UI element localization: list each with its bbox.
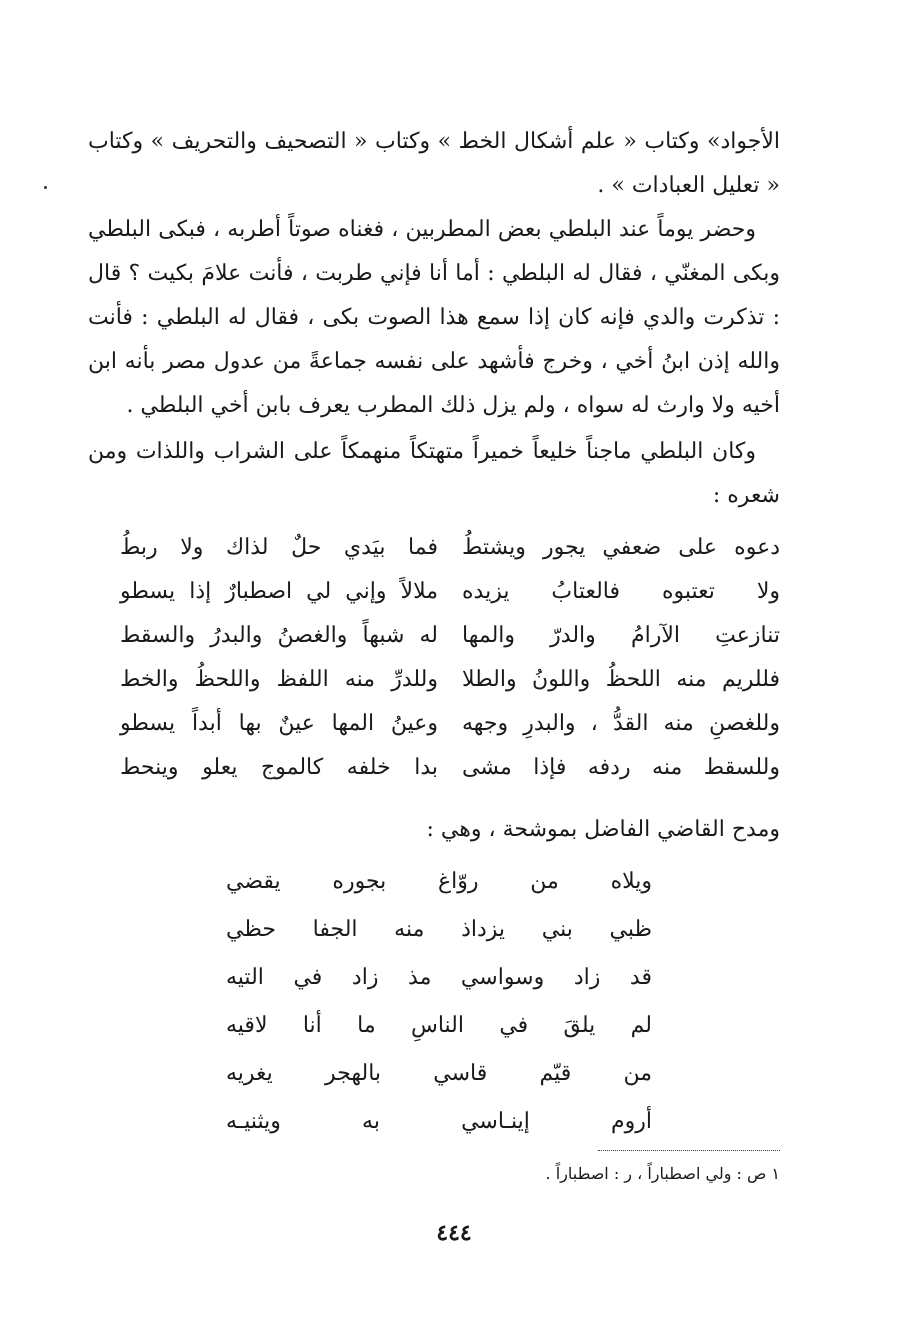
poem-verse — [120, 526, 780, 570]
verse-second-hemistich: ملالاً وإني لي اصطبارٌ إذا يسطو — [120, 579, 438, 604]
verse-second-hemistich: وللدرِّ منه اللفظ واللحظُ والخط — [120, 667, 438, 692]
muwashshah-line: لم يلقَ في الناسِ ما أنا لاقيه — [226, 1013, 652, 1038]
page-number: ٤٤٤ — [436, 1220, 472, 1246]
muwashshah-line: قد زاد وسواسي مذ زاد في التيه — [226, 965, 652, 990]
verse-second-hemistich: فما بيَدي حلٌ لذاك ولا ربطُ — [120, 535, 438, 560]
muwashshah-line: من قيّم قاسي بالهجر يغريه — [226, 1061, 652, 1086]
verse-first-hemistich: وللسقط منه ردفه فإذا مشى — [462, 755, 780, 780]
poem-verse — [120, 702, 780, 746]
verse-first-hemistich: ولا تعتبوه فالعتابُ يزيده — [462, 579, 780, 604]
verse-first-hemistich: وللغصنِ منه القدُّ ، والبدرِ وجهه — [462, 711, 780, 736]
poem-verse — [120, 614, 780, 658]
poem — [120, 526, 780, 790]
print-speck — [44, 186, 47, 189]
muwashshah-line: ظبي بني يزداذ منه الجفا حظي — [226, 917, 652, 942]
muwashshah-intro: ومدح القاضي الفاضل بموشحة ، وهي : — [426, 817, 780, 842]
verse-first-hemistich: فللريم منه اللحظُ واللونُ والطلا — [462, 667, 780, 692]
paragraph-3: وكان البلطي ماجناً خليعاً خميراً متهتكاً منهمكاً على الشراب واللذات ومن شعره : — [88, 439, 780, 508]
muwashshah-line: ويلاه من روّاغ بجوره يقضي — [226, 869, 652, 894]
poem-verse — [120, 658, 780, 702]
poem-verse — [120, 570, 780, 614]
poem-verse — [120, 746, 780, 790]
muwashshah-line: أروم إينـاسي به ويثنيـه — [226, 1109, 652, 1134]
footnote: ١ ص : ولي اصطباراً ، ر : اصطباراً . — [545, 1164, 780, 1183]
muwashshah — [226, 858, 652, 1146]
verse-second-hemistich: بدا خلفه كالموج يعلو وينحط — [120, 755, 438, 780]
paragraph-2: وحضر يوماً عند البلطي بعض المطربين ، فغناه صوتاً أطربه ، فبكى البلطي وبكى المغنّي ، فقال له البلطي : أما أنا فإني طربت ، فأنت علامَ بكيت ؟ قال : تذكرت والدي فإنه كان إذا سمع هذا الصوت بكى ، فقال له البلطي : فأنت والله إذن ابنُ أخي ، وخرج فأشهد على نفسه جماعةً من عدول مصر بأنه ابن أخيه ولا وارث له سواه ، ولم يزل ذلك المطرب يعرف بابن أخي البلطي . — [88, 217, 780, 418]
verse-first-hemistich: دعوه على ضعفي يجور ويشتطُ — [462, 535, 780, 560]
verse-first-hemistich: تنازعتِ الآرامُ والدرّ والمها — [462, 623, 780, 648]
paragraph-1: الأجواد» وكتاب « علم أشكال الخط » وكتاب « التصحيف والتحريف » وكتاب « تعليل العبادات » . — [88, 129, 780, 198]
footnote-divider — [598, 1150, 780, 1151]
verse-second-hemistich: له شبهاً والغصنُ والبدرُ والسقط — [120, 623, 438, 648]
verse-second-hemistich: وعينُ المها عينٌ بها أبداً يسطو — [120, 711, 438, 736]
